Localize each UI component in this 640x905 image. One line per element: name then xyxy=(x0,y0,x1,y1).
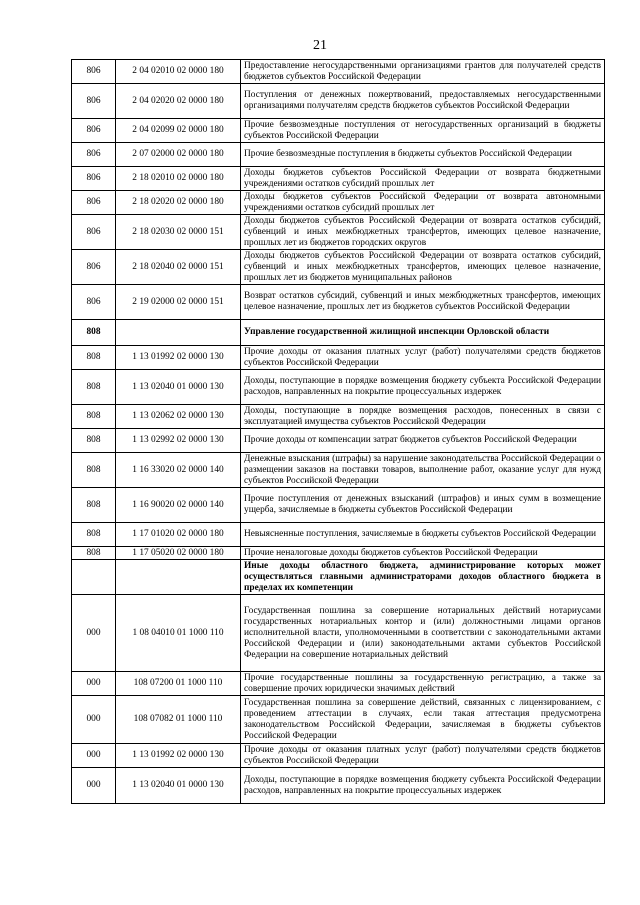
admin-code-cell: 000 xyxy=(72,696,116,744)
description-cell: Доходы бюджетов субъектов Российской Федерации от возврата автономными учреждениями остатков субсидий прошлых лет xyxy=(241,191,605,215)
revenue-code-cell: 2 19 02000 02 0000 151 xyxy=(116,285,241,320)
admin-code-cell: 806 xyxy=(72,84,116,119)
revenue-code-cell xyxy=(116,320,241,346)
revenue-code-cell: 1 17 05020 02 0000 180 xyxy=(116,547,241,560)
revenue-code-cell: 1 17 01020 02 0000 180 xyxy=(116,523,241,547)
page-number: 21 xyxy=(313,38,327,53)
description-cell: Управление государственной жилищной инспекции Орловской области xyxy=(241,320,605,346)
revenue-code-cell: 1 13 01992 02 0000 130 xyxy=(116,346,241,370)
section-header-row xyxy=(72,320,605,346)
table-row xyxy=(72,453,605,488)
admin-code-cell: 808 xyxy=(72,405,116,429)
description-cell: Прочие доходы от компенсации затрат бюджетов субъектов Российской Федерации xyxy=(241,429,605,453)
description-cell: Государственная пошлина за совершение нотариальных действий нотариусами государственных нотариальных контор и (или) должностными лицами органов исполнительной власти, уполномоченными в соответствии с законодательными актами Российской Федерации и (или) законодательными актами субъектов Российской Федерации на совершение нотариальных действий xyxy=(241,595,605,672)
revenue-code-cell: 2 18 02030 02 0000 151 xyxy=(116,215,241,250)
table-row xyxy=(72,595,605,672)
table-row xyxy=(72,547,605,560)
description-cell: Иные доходы областного бюджета, администрирование которых может осуществляться главными администраторами доходов областного бюджета в пределах их компетенции xyxy=(241,560,605,595)
revenue-code-cell: 1 13 02040 01 0000 130 xyxy=(116,370,241,405)
table-row xyxy=(72,696,605,744)
description-cell: Прочие доходы от оказания платных услуг (работ) получателями средств бюджетов субъектов Российской Федерации xyxy=(241,346,605,370)
description-cell: Доходы, поступающие в порядке возмещения расходов, понесенных в связи с эксплуатацией имущества субъектов Российской Федерации xyxy=(241,405,605,429)
revenue-code-cell: 1 13 02992 02 0000 130 xyxy=(116,429,241,453)
table-row xyxy=(72,167,605,191)
revenue-code-cell: 1 16 90020 02 0000 140 xyxy=(116,488,241,523)
description-cell: Поступления от денежных пожертвований, предоставляемых негосударственными организациями получателям средств бюджетов субъектов Российской Федерации xyxy=(241,84,605,119)
admin-code-cell: 808 xyxy=(72,523,116,547)
description-cell: Денежные взыскания (штрафы) за нарушение законодательства Российской Федерации о размещении заказов на поставки товаров, выполнение работ, оказание услуг для нужд субъектов Российской Федерации xyxy=(241,453,605,488)
revenue-code-cell: 1 13 02040 01 0000 130 xyxy=(116,768,241,804)
admin-code-cell: 000 xyxy=(72,595,116,672)
revenue-code-cell: 1 13 01992 02 0000 130 xyxy=(116,744,241,768)
admin-code-cell: 000 xyxy=(72,744,116,768)
table-body xyxy=(72,60,605,804)
admin-code-cell: 808 xyxy=(72,453,116,488)
description-cell: Прочие поступления от денежных взысканий (штрафов) и иных сумм в возмещение ущерба, зачисляемые в бюджеты субъектов Российской Федерации xyxy=(241,488,605,523)
revenue-code-cell: 1 13 02062 02 0000 130 xyxy=(116,405,241,429)
admin-code-cell: 806 xyxy=(72,250,116,285)
section-header-row xyxy=(72,560,605,595)
table-row xyxy=(72,429,605,453)
table-row xyxy=(72,143,605,167)
table-row xyxy=(72,523,605,547)
table-row xyxy=(72,285,605,320)
revenue-code-cell: 2 04 02099 02 0000 180 xyxy=(116,119,241,143)
table-row xyxy=(72,370,605,405)
description-cell: Доходы бюджетов субъектов Российской Федерации от возврата бюджетными учреждениями остатков субсидий прошлых лет xyxy=(241,167,605,191)
description-cell: Возврат остатков субсидий, субвенций и иных межбюджетных трансфертов, имеющих целевое назначение, прошлых лет из бюджетов субъектов Российской Федерации xyxy=(241,285,605,320)
admin-code-cell: 000 xyxy=(72,672,116,696)
admin-code-cell: 806 xyxy=(72,191,116,215)
admin-code-cell xyxy=(72,560,116,595)
admin-code-cell: 808 xyxy=(72,346,116,370)
admin-code-cell: 808 xyxy=(72,429,116,453)
table-row xyxy=(72,672,605,696)
table-row xyxy=(72,744,605,768)
description-cell: Доходы, поступающие в порядке возмещения бюджету субъекта Российской Федерации расходов, направленных на покрытие процессуальных издержек xyxy=(241,370,605,405)
revenue-code-cell xyxy=(116,560,241,595)
revenue-code-cell: 2 18 02040 02 0000 151 xyxy=(116,250,241,285)
description-cell: Доходы бюджетов субъектов Российской Федерации от возврата остатков субсидий, субвенций и иных межбюджетных трансфертов, имеющих целевое назначение, прошлых лет из бюджетов муниципальных районов xyxy=(241,250,605,285)
description-cell: Прочие безвозмездные поступления от негосударственных организаций в бюджеты субъектов Российской Федерации xyxy=(241,119,605,143)
description-cell: Прочие государственные пошлины за государственную регистрацию, а также за совершение прочих юридически значимых действий xyxy=(241,672,605,696)
admin-code-cell: 808 xyxy=(72,320,116,346)
table-row xyxy=(72,405,605,429)
admin-code-cell: 808 xyxy=(72,547,116,560)
description-cell: Предоставление негосударственными организациями грантов для получателей средств бюджетов субъектов Российской Федерации xyxy=(241,60,605,84)
table-row xyxy=(72,488,605,523)
description-cell: Прочие неналоговые доходы бюджетов субъектов Российской Федерации xyxy=(241,547,605,560)
admin-code-cell: 806 xyxy=(72,119,116,143)
table-row xyxy=(72,768,605,804)
admin-code-cell: 806 xyxy=(72,143,116,167)
revenue-code-cell: 1 16 33020 02 0000 140 xyxy=(116,453,241,488)
revenue-code-cell: 2 04 02010 02 0000 180 xyxy=(116,60,241,84)
admin-code-cell: 000 xyxy=(72,768,116,804)
admin-code-cell: 808 xyxy=(72,370,116,405)
admin-code-cell: 806 xyxy=(72,167,116,191)
table-row xyxy=(72,191,605,215)
revenue-code-cell: 1 08 04010 01 1000 110 xyxy=(116,595,241,672)
table-row xyxy=(72,60,605,84)
admin-code-cell: 808 xyxy=(72,488,116,523)
description-cell: Невыясненные поступления, зачисляемые в бюджеты субъектов Российской Федерации xyxy=(241,523,605,547)
description-cell: Доходы бюджетов субъектов Российской Федерации от возврата остатков субсидий, субвенций и иных межбюджетных трансфертов, имеющих целевое назначение, прошлых лет из бюджетов городских округов xyxy=(241,215,605,250)
revenue-code-cell: 2 07 02000 02 0000 180 xyxy=(116,143,241,167)
revenue-code-cell: 2 18 02020 02 0000 180 xyxy=(116,191,241,215)
revenue-codes-table xyxy=(71,59,605,804)
table-row xyxy=(72,119,605,143)
description-cell: Доходы, поступающие в порядке возмещения бюджету субъекта Российской Федерации расходов, направленных на покрытие процессуальных издержек xyxy=(241,768,605,804)
table-row xyxy=(72,250,605,285)
table-row xyxy=(72,84,605,119)
admin-code-cell: 806 xyxy=(72,285,116,320)
description-cell: Прочие доходы от оказания платных услуг (работ) получателями средств бюджетов субъектов Российской Федерации xyxy=(241,744,605,768)
description-cell: Прочие безвозмездные поступления в бюджеты субъектов Российской Федерации xyxy=(241,143,605,167)
description-cell: Государственная пошлина за совершение действий, связанных с лицензированием, с проведением аттестации в случаях, если такая аттестация предусмотрена законодательством Российской Федерации, зачисляемая в бюджеты субъектов Российской Федерации xyxy=(241,696,605,744)
admin-code-cell: 806 xyxy=(72,215,116,250)
revenue-code-cell: 2 04 02020 02 0000 180 xyxy=(116,84,241,119)
admin-code-cell: 806 xyxy=(72,60,116,84)
revenue-code-cell: 108 07200 01 1000 110 xyxy=(116,672,241,696)
revenue-code-cell: 108 07082 01 1000 110 xyxy=(116,696,241,744)
table-row xyxy=(72,346,605,370)
table-row xyxy=(72,215,605,250)
revenue-code-cell: 2 18 02010 02 0000 180 xyxy=(116,167,241,191)
